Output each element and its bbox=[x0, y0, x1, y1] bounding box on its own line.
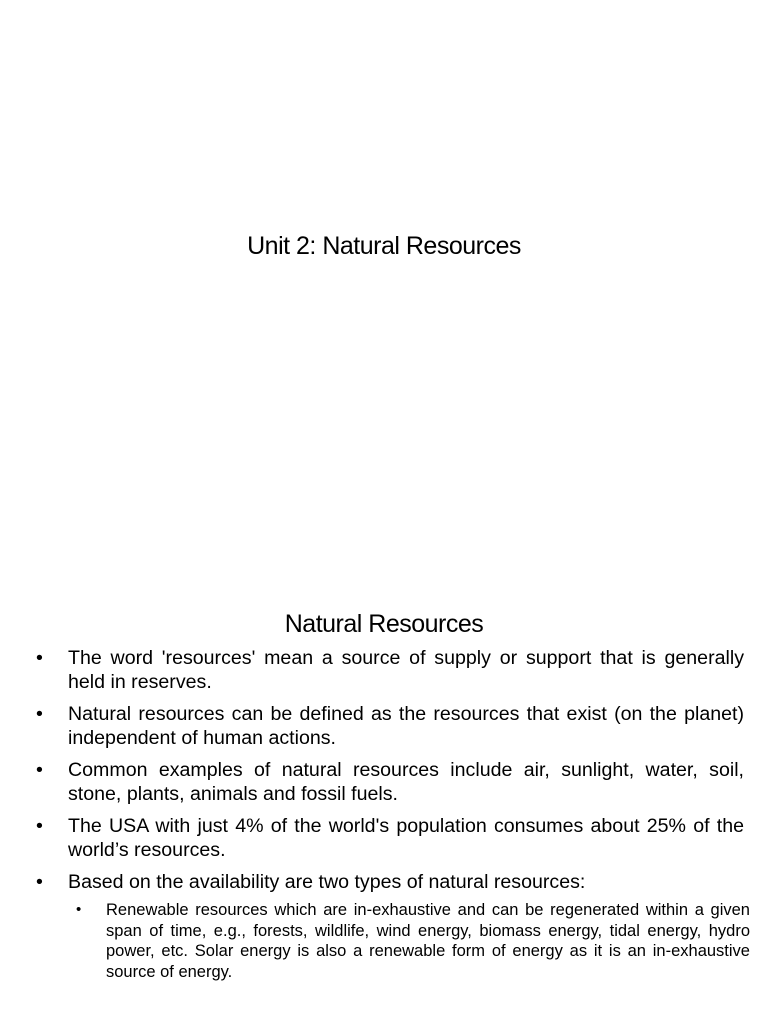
bullet-list bbox=[36, 646, 750, 990]
bullet-item bbox=[36, 870, 750, 982]
bullet-text: Natural resources can be defined as the resources that exist (on the planet) independent of human actions. bbox=[68, 703, 744, 749]
sub-bullet-icon: • bbox=[76, 901, 82, 918]
bullet-icon: • bbox=[36, 759, 43, 781]
bullet-icon: • bbox=[36, 815, 43, 837]
bullet-text: Based on the availability are two types of natural resources: bbox=[68, 871, 586, 893]
bullet-icon: • bbox=[36, 647, 43, 669]
slide-2 bbox=[0, 576, 768, 1024]
bullet-icon: • bbox=[36, 703, 43, 725]
bullet-item bbox=[36, 646, 744, 694]
bullet-item bbox=[36, 814, 744, 862]
slide-2-title: Natural Resources bbox=[284, 610, 484, 638]
slide-1-title: Unit 2: Natural Resources bbox=[247, 232, 521, 260]
sub-bullet-list bbox=[68, 900, 750, 982]
bullet-text: Common examples of natural resources include air, sunlight, water, soil, stone, plants, animals and fossil fuels. bbox=[68, 759, 744, 805]
bullet-item bbox=[36, 758, 744, 806]
bullet-icon: • bbox=[36, 871, 43, 893]
bullet-item bbox=[36, 702, 744, 750]
bullet-text: The USA with just 4% of the world's population consumes about 25% of the world’s resources. bbox=[68, 815, 744, 861]
sub-bullet-item bbox=[68, 900, 750, 982]
sub-bullet-text: Renewable resources which are in-exhaustive and can be regenerated within a given span of time, e.g., forests, wildlife, wind energy, biomass energy, tidal energy, hydro power, etc. Solar energy is also a renewable form of energy as it is an in-exhaustive source of energy. bbox=[106, 901, 750, 981]
bullet-text: The word 'resources' mean a source of supply or support that is generally held in reserves. bbox=[68, 647, 744, 693]
